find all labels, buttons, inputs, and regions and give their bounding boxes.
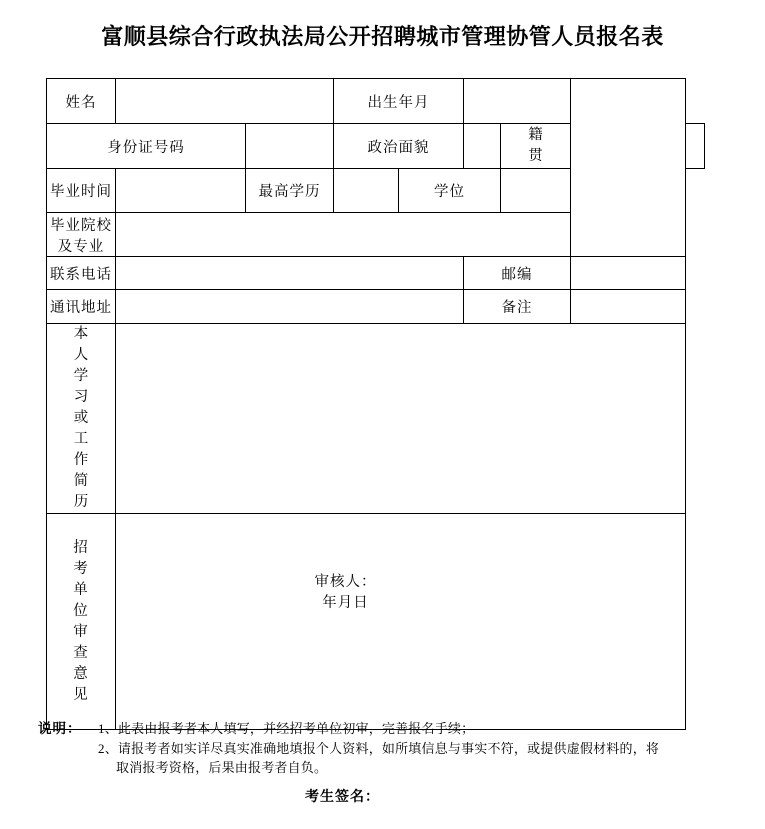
reviewer-label: 审核人： [314,573,377,590]
reviewer-date-label: 年月日 [322,594,369,611]
field-value-address[interactable] [116,290,464,324]
note-item-1: 1、此表由报考者本人填写，并经招考单位初审，完善报名手续； [98,721,475,736]
field-value-postcode[interactable] [571,257,686,290]
field-label-review-opinion-text: 招考单位审查意见 [73,539,89,703]
table-row [47,290,705,324]
note-item-2-continued: 取消报考资格，后果由报考者自负。 [116,760,328,775]
field-label-resume [47,324,116,514]
table-row [47,79,705,124]
field-label-school-major: 毕业院校及专业 [47,213,116,257]
field-value-graduation-date[interactable] [116,169,246,213]
field-label-degree: 学位 [399,169,501,213]
candidate-signature-label: 考生签名： [305,790,380,805]
table-row [47,514,705,730]
notes-body [98,719,758,778]
reviewer-signature-block [116,572,685,614]
field-value-degree[interactable] [501,169,571,213]
field-value-birth[interactable] [464,79,571,124]
field-value-remarks[interactable] [571,290,686,324]
field-label-remarks: 备注 [464,290,571,324]
field-label-name: 姓名 [47,79,116,124]
field-value-id-number[interactable] [246,124,334,169]
field-label-review-opinion [47,514,116,730]
field-label-id-number: 身份证号码 [47,124,246,169]
field-value-name[interactable] [116,79,334,124]
note-item-2: 2、请报考者如实详尽真实准确地填报个人资料，如所填信息与事实不符，或提供虚假材料的，将 [98,740,660,756]
field-label-phone: 联系电话 [47,257,116,290]
registration-form-table [46,78,705,730]
page-title: 富顺县综合行政执法局公开招聘城市管理协管人员报名表 [101,24,664,49]
table-row [47,257,705,290]
field-value-native-place[interactable] [686,124,705,169]
photo-cell[interactable] [571,79,686,257]
field-label-birth: 出生年月 [334,79,464,124]
field-value-phone[interactable] [116,257,464,290]
field-value-school-major[interactable] [116,213,571,257]
field-label-highest-education: 最高学历 [246,169,334,213]
field-label-resume-text: 本人学习或工作简历 [73,326,89,510]
field-value-resume[interactable] [116,324,686,514]
field-value-review-opinion[interactable] [116,514,686,730]
field-label-address: 通讯地址 [47,290,116,324]
field-value-political-status[interactable] [464,124,501,169]
field-label-postcode: 邮编 [464,257,571,290]
field-label-native-place [501,124,571,169]
table-row [47,324,705,514]
notes-section [38,719,758,778]
field-label-political-status: 政治面貌 [334,124,464,169]
notes-heading: 说明： [38,721,82,736]
field-value-highest-education[interactable] [334,169,399,213]
field-label-native-place-text: 籍贯 [528,127,543,164]
field-label-graduation-date: 毕业时间 [47,169,116,213]
